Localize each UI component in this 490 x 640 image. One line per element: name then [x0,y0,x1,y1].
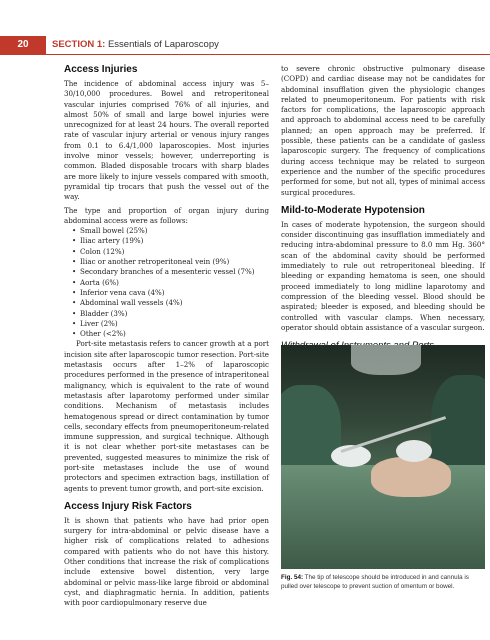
section-title: Essentials of Laparoscopy [105,39,219,50]
list-item: • Abdominal wall vessels (4%) [72,298,269,308]
list-item: • Liver (2%) [72,319,269,329]
page-number: 20 [0,36,46,54]
paragraph-port-site-metastasis: Port-site metastasis refers to cancer growth at a port incision site after laparoscopic tumor resection. Port-site metastasis occurs after 1–2% of laparoscopic procedures performed in the presence of intraperitoneal malignancy, which is equivalent to the rate of wound metastasis after laparotomy performed under similar conditions. Mechanism of metastasis includes hematogenous spread or direct contamination by tumor cells, secondary effects from pneumoperitoneum-related immune suppression, and surgical technique. Although it is not clear whether port-site metastases can be prevented, suggested measures to minimize the risk of port-site metastases include the use of wound protectors and specimen extraction bags, instillation of agents to prevent tumor growth, and port-site excision. [64,339,269,493]
paragraph-risk-factors: It is shown that patients who have had prior open surgery for intra-abdominal or pelvic disease have a higher risk of complications related to adhesions compared with patients who do not have this history. Other conditions that increase the risk of complications include extensive bowel distention, very large abdominal or pelvic mass-like large fibroid or abdominal cyst, and diaphragmatic hernia. In addition, patients with poor cardiopulmonary reserve due [64,515,269,608]
heading-hypotension: Mild-to-Moderate Hypotension [281,204,425,216]
patient-abdomen [371,457,451,497]
gloved-hand-right [396,440,432,462]
list-item: • Other (<2%) [72,329,269,339]
list-item: • Inferior vena cava (4%) [72,288,269,298]
organ-injury-list [64,226,269,339]
section-prefix: SECTION 1: [52,39,106,50]
header-rule [0,54,490,55]
section-label [52,36,219,54]
paragraph-copd-continuation: to severe chronic obstructive pulmonary disease (COPD) and cardiac disease may not be candidates for abdominal insufflation given the physiologic changes related to pneumoperitoneum. For patients with risk factors for complications, the laparoscopic approach and approach to abdominal access need to be carefully planned; an open approach may be preferred. If possible, these patients can be a candidate of gasless laparoscopic surgery. The frequency of complications during access technique may be related to surgeon experience and the number of the specific procedures performed for some, but not all, types of minimal access surgical procedures. [281,64,485,197]
figure-label: Fig. 54: [281,574,304,581]
page-header [0,36,490,54]
surgery-photo [281,345,485,569]
list-item: • Aorta (6%) [72,278,269,288]
list-item: • Bladder (3%) [72,309,269,319]
heading-access-injuries: Access Injuries [64,64,138,75]
paragraph-organ-injury-intro: The type and proportion of organ injury during abdominal access were as follows: [64,205,269,225]
list-item: • Iliac or another retroperitoneal vein (9%) [72,257,269,267]
heading-risk-factors: Access Injury Risk Factors [64,500,192,512]
list-item: • Colon (12%) [72,247,269,257]
left-column [64,64,269,609]
figure-caption [281,574,485,591]
paragraph-access-incidence: The incidence of abdominal access injury was 5–30/10,000 procedures. Bowel and retroperitoneal vascular injuries comprised 76% of all injuries, and almost 50% of small and large bowel injuries were unrecognized for at least 24 hours. The overall reported rate of vascular injury arterial or venous injury ranges from 0.1 to 6.4/1,000 laparoscopies. Most injuries involve minor vessels; however, underreporting is common. Bladed disposable trocars with sharp blades are more likely to injure vessels compared with smooth, pyramidal tip trocars that push the vessel out of the way. [64,79,269,202]
surgical-light [351,345,421,375]
list-item: • Iliac artery (19%) [72,236,269,246]
list-item: • Secondary branches of a mesenteric vessel (7%) [72,267,269,277]
list-item: • Small bowel (25%) [72,226,269,236]
paragraph-hypotension: In cases of moderate hypotension, the surgeon should consider discontinuing gas insufflation immediately and reducing intra-abdominal pressure to 8.0 mm Hg. 360° scan of the abdominal cavity should be performed immediately to rule out retroperitoneal bleeding. If bleeding or expanding hematoma is seen, one should proceed immediately to long midline laparotomy and compression of the bleeding vessel. Blood should be aspirated; bleeder is exposed, and bleeding should be controlled with vascular clamps. When necessary, operator should obtain assistance of a vascular surgeon. [281,219,485,332]
figure-caption-text: The tip of telescope should be introduced in and cannula is pulled over telescope to prevent suction of omentum or bowel. [281,574,469,590]
